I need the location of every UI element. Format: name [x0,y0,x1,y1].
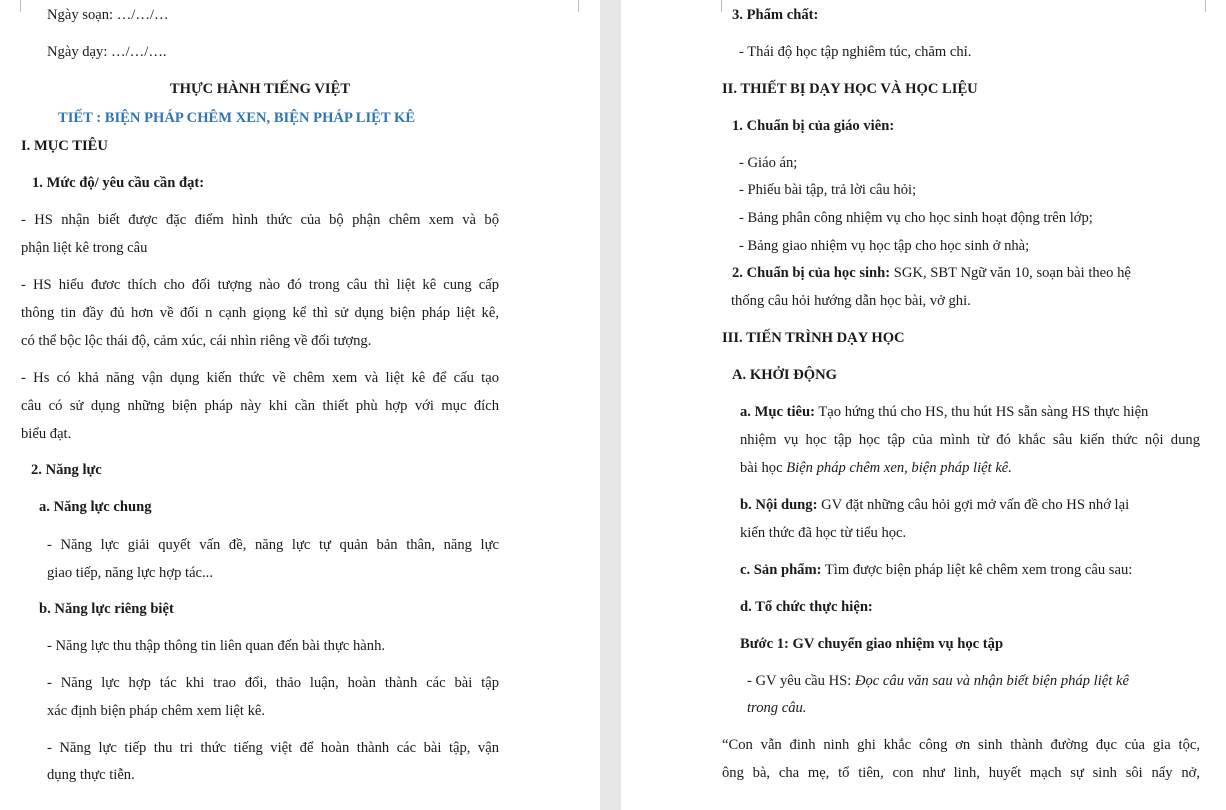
inline-text: GV đặt những câu hỏi gợi mở vấn đề cho HS nhớ lại [817,497,1130,513]
paragraph-line: giao tiếp, năng lực hợp tác... [47,565,213,581]
margin-mark [1205,0,1218,12]
paragraph-line: - Năng lực hợp tác khi trao đổi, thảo luận, hoàn thành các bài tập [47,675,499,691]
list-item: - Bảng giao nhiệm vụ học tập cho học sinh ở nhà; [739,238,1030,254]
inline-text: SGK, SBT Ngữ văn 10, soạn bài theo hệ [890,265,1131,281]
paragraph-line: dụng thực tiễn. [47,767,135,783]
paragraph-line: - Hs có khả năng vận dụng kiến thức về chêm xem và liệt kê để cấu tạo [21,370,499,386]
margin-mark [709,0,722,12]
paragraph-line: thông tin đầy đủ hơn về đối n cạnh giọng kể thì sử dụng biện pháp liệt kê, [21,305,499,321]
paragraph-line: câu có sử dụng những biện pháp này khi cần thiết phù hợp với mục đích [21,398,499,414]
page-title: THỰC HÀNH TIẾNG VIỆT [169,81,351,97]
inline-text: bài học [740,460,787,476]
subsection-heading: b. Năng lực riêng biệt [39,601,174,617]
instruction-text: Đọc câu văn sau và nhận biết biện pháp liệt kê [854,673,1129,689]
lesson-subtitle: TIẾT : BIỆN PHÁP CHÊM XEN, BIỆN PHÁP LIỆT KÊ [58,110,416,126]
inline-label: c. Sản phẩm: [740,562,822,578]
subsection-heading: 2. Năng lực [31,462,102,478]
paragraph-line: - Năng lực thu thập thông tin liên quan đến bài thực hành. [47,638,386,654]
paragraph-line: - Năng lực giải quyết vấn đề, năng lực tự quản bản thân, năng lực [47,537,499,553]
date-taught: Ngày dạy: …/…/…. [47,44,167,60]
inline-text: - GV yêu cầu HS: [747,673,855,689]
paragraph-line: phận liệt kê trong câu [21,240,148,256]
margin-mark [8,0,21,12]
inline-text: Tìm được biện pháp liệt kê chêm xem trong câu sau: [821,562,1133,578]
paragraph-line [732,264,1131,282]
inline-label: 2. Chuẩn bị của học sinh: [732,265,891,281]
subsection-heading: 1. Mức độ/ yêu cầu cần đạt: [32,175,205,191]
paragraph-line: thống câu hỏi hướng dẫn học bài, vở ghi. [731,293,971,309]
paragraph-line: - HS hiểu đươc thích cho đối tượng nào đó trong câu thì liệt kê cung cấp [21,277,499,293]
quote-line: ông bà, cha mẹ, tổ tiên, con như linh, huyết mạch sự sinh sôi nẩy nở, [722,765,1200,781]
quote-line: “Con vẫn đinh ninh ghi khắc công ơn sinh thành đường đục của gia tộc, [722,737,1200,753]
section-heading: II. THIẾT BỊ DẠY HỌC VÀ HỌC LIỆU [722,81,978,97]
step-heading: Bước 1: GV chuyển giao nhiệm vụ học tập [740,636,1004,652]
paragraph-line: trong câu. [747,700,807,716]
paragraph-line: - Thái độ học tập nghiêm túc, chăm chỉ. [739,44,972,60]
list-item: - Phiếu bài tập, trả lời câu hỏi; [739,182,917,198]
paragraph-line: - Năng lực tiếp thu tri thức tiếng việt để hoàn thành các bài tập, vận [47,740,499,756]
document-page-left [0,0,600,810]
list-item: - Bảng phân công nhiệm vụ cho học sinh hoạt động trên lớp; [739,210,1093,226]
inline-label: a. Mục tiêu: [740,404,815,420]
paragraph-line: xác định biện pháp chêm xem liệt kê. [47,703,266,719]
paragraph-line [740,496,1129,514]
margin-mark [578,0,591,12]
section-heading: I. MỤC TIÊU [21,138,108,154]
subsection-heading: A. KHỞI ĐỘNG [732,367,837,383]
subsection-heading: d. Tổ chức thực hiện: [740,599,873,615]
inline-text: Tạo hứng thú cho HS, thu hút HS sẵn sàng HS thực hiện [814,404,1149,420]
lesson-name: Biện pháp chêm xen, biện pháp liệt kê. [786,460,1012,476]
paragraph-line [740,403,1148,421]
paragraph-line [740,459,1012,477]
date-prepared: Ngày soạn: …/…/… [47,7,169,23]
inline-label: b. Nội dung: [740,497,818,513]
subsection-heading: a. Năng lực chung [39,499,152,515]
paragraph-line: có thể bộc lộc thái độ, cảm xúc, cái nhìn riêng về đối tượng. [21,333,372,349]
document-page-right [621,0,1226,810]
subsection-heading: 1. Chuẩn bị của giáo viên: [732,118,895,134]
paragraph-line: - HS nhận biết được đặc điểm hình thức của bộ phận chêm xem và bộ [21,212,499,228]
subsection-heading: 3. Phẩm chất: [732,7,819,23]
section-heading: III. TIẾN TRÌNH DẠY HỌC [722,330,905,346]
paragraph-line: kiến thức đã học từ tiểu học. [740,525,907,541]
paragraph-line: nhiệm vụ học tập học tập của mình từ đó khắc sâu kiến thức nội dung [740,432,1200,448]
paragraph-line [747,672,1129,690]
list-item: - Giáo án; [739,155,798,171]
paragraph-line: biểu đạt. [21,426,72,442]
paragraph-line [740,561,1132,579]
